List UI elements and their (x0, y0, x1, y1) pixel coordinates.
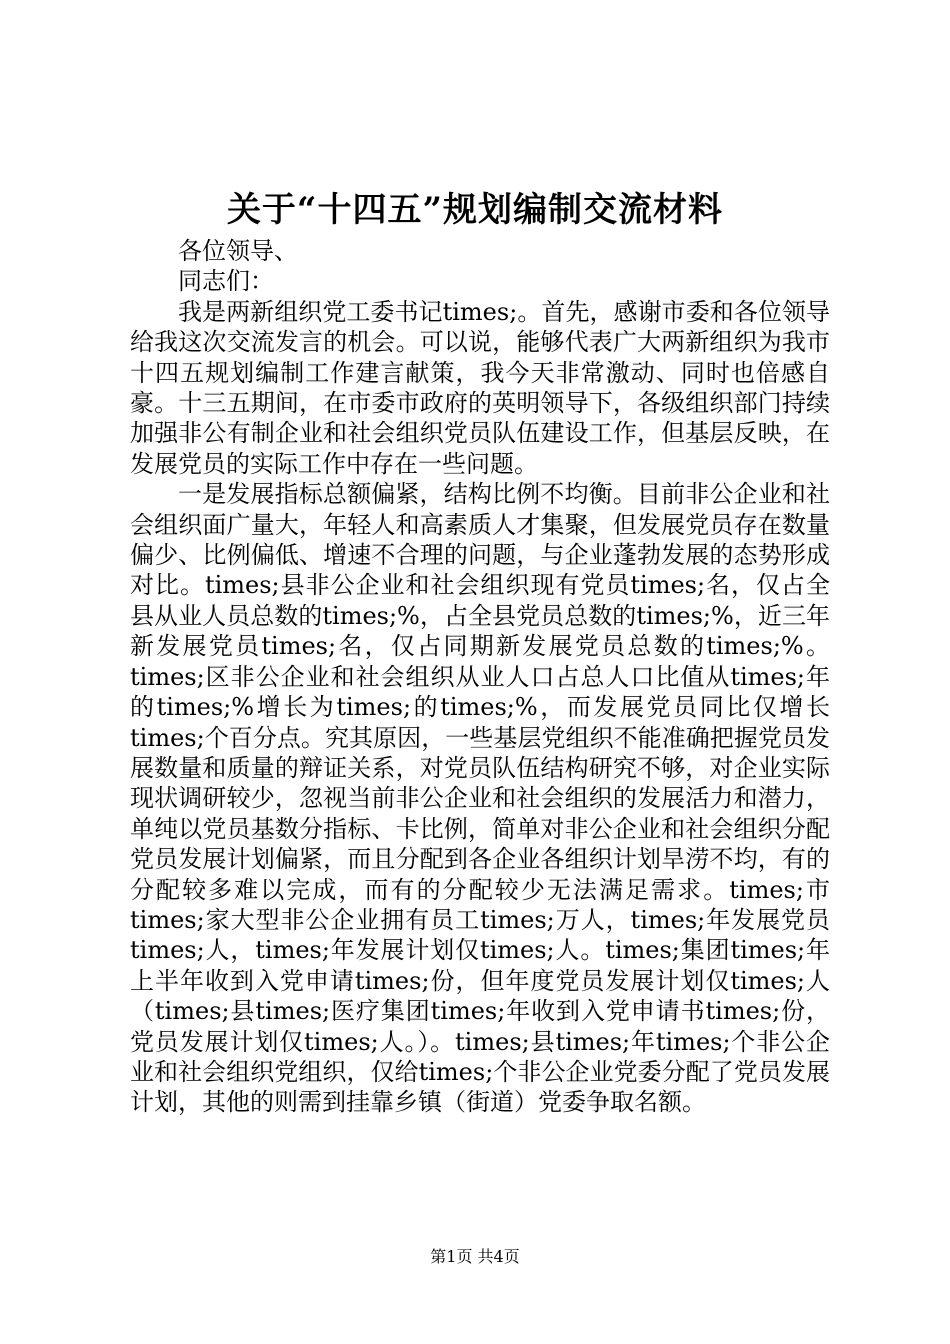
salutation-line: 同志们： (178, 267, 274, 296)
salutation-line: 各位领导、 (178, 237, 298, 265)
document-body (130, 236, 830, 1118)
page-footer: 第1页 共4页 (430, 1247, 520, 1266)
document-title: 关于“十四五”规划编制交流材料 (226, 190, 724, 230)
body-paragraph: 我是两新组织党工委书记times;。首先，感谢市委和各位领导给我这次交流发言的机会。可以说，能够代表广大两新组织为我市十四五规划编制工作建言献策，我今天非常激动、同时也倍感自豪。十三五期间，在市委市政府的英明领导下，各级组织部门持续加强非公有制企业和社会组织党员队伍建设工作，但基层反映，在发展党员的实际工作中存在一些问题。 (130, 297, 830, 478)
body-paragraph: 一是发展指标总额偏紧，结构比例不均衡。目前非公企业和社会组织面广量大，年轻人和高素质人才集聚，但发展党员存在数量偏少、比例偏低、增速不合理的问题，与企业蓬勃发展的态势形成对比。times;县非公企业和社会组织现有党员times;名，仅占全县从业人员总数的times;%，占全县党员总数的times;%，近三年新发展党员times;名，仅占同期新发展党员总数的times;%。times;区非公企业和社会组织从业人口占总人口比值从times;年的times;%增长为times;的times;%，而发展党员同比仅增长times;个百分点。究其原因，一些基层党组织不能准确把握党员发展数量和质量的辩证关系，对党员队伍结构研究不够，对企业实际现状调研较少，忽视当前非公企业和社会组织的发展活力和潜力，单纯以党员基数分指标、卡比例，简单对非公企业和社会组织分配党员发展计划偏紧，而且分配到各企业各组织计划旱涝不均，有的分配较多难以完成，而有的分配较少无法满足需求。times;市times;家大型非公企业拥有员工times;万人，times;年发展党员times;人，times;年发展计划仅times;人。times;集团times;年上半年收到入党申请times;份，但年度党员发展计划仅times;人（times;县times;医疗集团times;年收到入党申请书times;份，党员发展计划仅times;人。）。times;县times;年times;个非公企业和社会组织党组织，仅给times;个非公企业党委分配了党员发展计划，其他的则需到挂靠乡镇（街道）党委争取名额。 (130, 480, 830, 1117)
